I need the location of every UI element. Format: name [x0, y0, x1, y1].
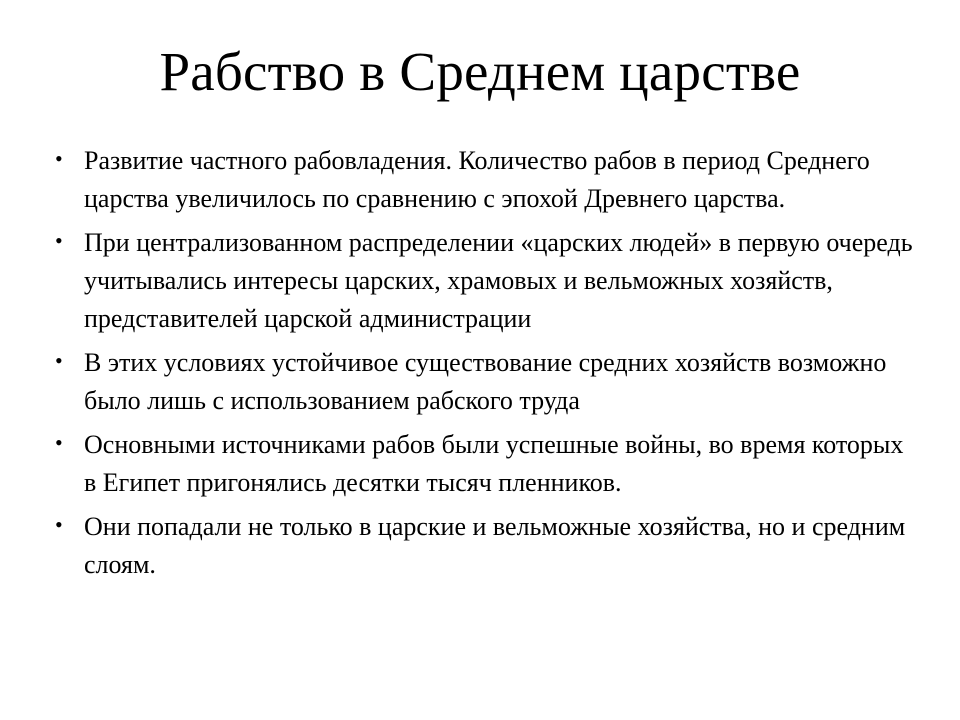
bullet-item: [55, 508, 915, 584]
bullet-list: [55, 142, 915, 590]
bullet-text: Развитие частного рабовладения. Количество рабов в период Среднего царства увеличилось по сравнению с эпохой Древнего царства.: [84, 146, 870, 213]
bullet-item: [55, 224, 915, 338]
bullet-item: [55, 142, 915, 218]
bullet-item: [55, 426, 915, 502]
bullet-text: В этих условиях устойчивое существование средних хозяйств возможно было лишь с использованием рабского труда: [84, 348, 887, 415]
bullet-item: [55, 344, 915, 420]
bullet-dot-icon: •: [55, 512, 63, 537]
bullet-dot-icon: •: [55, 228, 63, 253]
bullet-text: Они попадали не только в царские и вельможные хозяйства, но и средним слоям.: [84, 512, 906, 579]
bullet-text: При централизованном распределении «царских людей» в первую очередь учитывались интересы царских, храмовых и вельможных хозяйств, представителей царской администрации: [84, 228, 913, 333]
bullet-text: Основными источниками рабов были успешные войны, во время которых в Египет пригонялись десятки тысяч пленников.: [84, 430, 904, 497]
slide-title: Рабство в Среднем царстве: [159, 41, 801, 102]
bullet-dot-icon: •: [55, 146, 63, 171]
bullet-dot-icon: •: [55, 430, 63, 455]
bullet-dot-icon: •: [55, 348, 63, 373]
